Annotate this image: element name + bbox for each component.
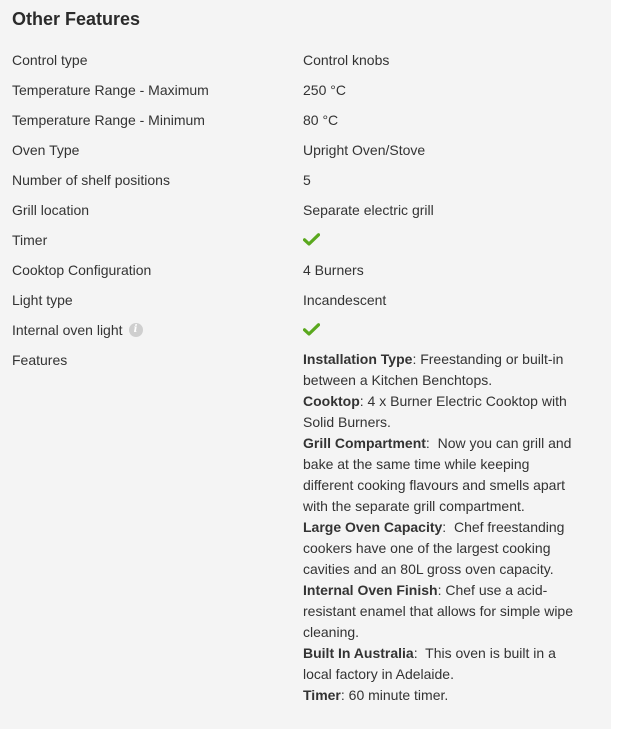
spec-value: Incandescent [303,292,387,308]
info-icon[interactable]: i [129,323,143,337]
check-icon [303,323,320,336]
spec-label: Temperature Range - Minimum [12,112,205,128]
spec-row-grill-location [0,195,611,225]
spec-value: 4 Burners [303,262,364,278]
spec-row-control-type [0,45,611,75]
spec-label-with-info [12,315,292,345]
feature-separator: : [442,519,454,535]
spec-value: 80 °C [303,112,339,128]
spec-value-check [303,225,578,255]
spec-label: Temperature Range - Maximum [12,82,209,98]
feature-separator: : [359,393,368,409]
spec-label: Internal oven light [12,322,123,338]
feature-text: 4 x Burner Electric Cooktop with Solid Burners. [303,393,567,430]
spec-value: Control knobs [303,52,390,68]
feature-item [303,685,577,706]
spec-label: Cooktop Configuration [12,262,152,278]
spec-label: Timer [12,232,48,248]
feature-name: Timer [303,687,341,703]
feature-item [303,643,577,685]
feature-text: Freestanding or built-in between a Kitchen Benchtops. [303,351,564,388]
spec-label: Grill location [12,202,90,218]
spec-row-cooktop-config [0,255,611,285]
feature-separator: : [437,582,446,598]
spec-label: Number of shelf positions [12,172,170,188]
feature-name: Large Oven Capacity [303,519,443,535]
feature-item [303,349,577,391]
feature-text: Now you can grill and bake at the same time while keeping different cooking flavours and smells apart with the separate grill compartment. [303,435,572,514]
spec-value: Separate electric grill [303,202,434,218]
feature-item [303,433,577,517]
spec-value-check [303,315,578,345]
feature-name: Cooktop [303,393,360,409]
feature-item [303,517,577,580]
feature-name: Installation Type [303,351,413,367]
feature-name: Internal Oven Finish [303,582,438,598]
feature-separator: : [412,351,421,367]
check-icon [303,233,320,246]
feature-text: This oven is built in a local factory in Adelaide. [303,645,556,682]
spec-row-oven-type [0,135,611,165]
feature-separator: : [340,687,349,703]
spec-row-shelf-positions [0,165,611,195]
spec-row-internal-oven-light [0,315,611,345]
spec-value: 5 [303,172,311,188]
features-list [303,349,577,706]
feature-separator: : [413,645,426,661]
feature-text: 60 minute timer. [348,687,449,703]
spec-table [0,45,611,703]
feature-item [303,391,577,433]
spec-label: Oven Type [12,142,80,158]
spec-label: Features [12,352,68,368]
feature-name: Built In Australia [303,645,414,661]
spec-row-timer [0,225,611,255]
spec-label: Control type [12,52,88,68]
feature-item [303,580,577,643]
spec-row-light-type [0,285,611,315]
spec-value: 250 °C [303,82,346,98]
feature-separator: : [425,435,438,451]
feature-text: Chef freestanding cookers have one of the largest cooking cavities and an 80L gross oven capacity. [303,519,565,577]
feature-name: Grill Compartment [303,435,426,451]
section-title: Other Features [12,9,141,29]
spec-row-temp-max [0,75,611,105]
feature-text: Chef use a acid-resistant enamel that allows for simple wipe cleaning. [303,582,574,640]
spec-value: Upright Oven/Stove [303,142,426,158]
spec-row-temp-min [0,105,611,135]
spec-label: Light type [12,292,73,308]
